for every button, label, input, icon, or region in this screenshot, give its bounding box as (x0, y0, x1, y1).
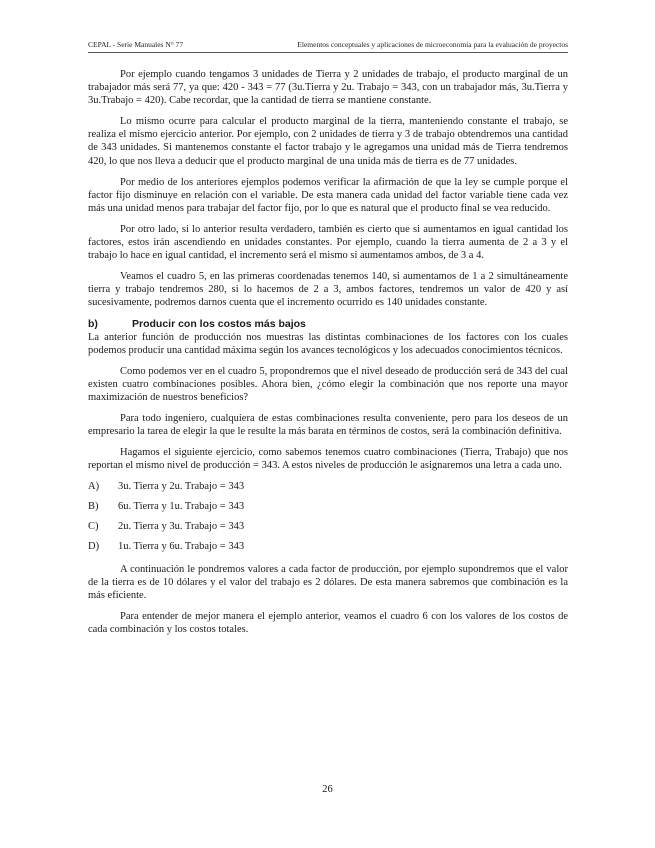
paragraph: Por ejemplo cuando tengamos 3 unidades de Tierra y 2 unidades de trabajo, el producto marginal de un trabajador más será 77, ya que: 420 - 343 = 77 (3u.Tierra y 2u. Trabajo = 343, con un trabajador más, 3u.Tierra y 3u.Trabajo = 420). Cabe recordar, que la cantidad de tierra se mantiene constante. (88, 69, 568, 107)
list-item-letter: B) (88, 501, 99, 513)
list-item-text: 1u. Tierra y 6u. Trabajo = 343 (118, 541, 245, 553)
section-title: Producir con los costos más bajos (132, 317, 306, 330)
paragraph: Por medio de los anteriores ejemplos podemos verificar la afirmación de que la ley se cumple porque el factor fijo disminuye en relación con el variable. De esta manera cada unidad del factor variable tiene cada vez más una unidad menos para trabajar del factor fijo, por lo que es natural que el producto final se vea reducido. (88, 176, 568, 214)
section-heading (88, 318, 568, 331)
page-number: 26 (322, 784, 333, 795)
combination-list (88, 480, 568, 553)
section-letter: b) (88, 317, 98, 330)
list-item-text: 2u. Tierra y 3u. Trabajo = 343 (118, 521, 245, 533)
page-body (88, 68, 568, 645)
list-item-text: 6u. Tierra y 1u. Trabajo = 343 (118, 501, 245, 513)
paragraph: Lo mismo ocurre para calcular el producto marginal de la tierra, manteniendo constante el trabajo, se realiza el mismo ejercicio anterior. Por ejemplo, con 2 unidades de tierra y 3 de trabajo obtendremos una cantidad de 343 unidades. Si mantenemos constante el factor trabajo y le agregamos una unidad más de Tierra tendremos 420, lo que nos lleva a deducir que el producto marginal de una unida más de tierra es de 77 unidades. (88, 116, 568, 167)
paragraph: Como podemos ver en el cuadro 5, propondremos que el nivel deseado de producción será de 343 del cual existen cuatro combinaciones posibles. Ahora bien, ¿cómo elegir la combinación que nos reporte una mayor maximización de nuestros beneficios? (88, 365, 568, 403)
list-item-letter: A) (88, 481, 100, 493)
list-item (88, 540, 568, 553)
list-item-text: 3u. Tierra y 2u. Trabajo = 343 (118, 481, 245, 493)
paragraph: Para entender de mejor manera el ejemplo anterior, veamos el cuadro 6 con los valores de los costos de cada combinación y los costos totales. (88, 611, 568, 636)
paragraph: Hagamos el siguiente ejercicio, como sabemos tenemos cuatro combinaciones (Tierra, Trabajo) que nos reportan el mismo nivel de producción = 343. A estos niveles de producción le asignaremos una letra a cada uno. (88, 447, 568, 472)
header-title: Elementos conceptuales y aplicaciones de microeconomía para la evaluación de proyectos (297, 40, 568, 49)
running-header (88, 40, 568, 53)
list-item (88, 480, 568, 493)
paragraph: Por otro lado, si lo anterior resulta verdadero, también es cierto que si aumentamos en igual cantidad los factores, estos irán ascendiendo en unidades constantes. Por ejemplo, cuando la tierra aumenta de 2 a 3 y el trabajo lo hace en igual cantidad, el incremento será el mismo si aumentamos ambos, de 3 a 4. (88, 223, 568, 262)
list-item-letter: D) (88, 541, 100, 553)
section-intro: La anterior función de producción nos muestras las distintas combinaciones de los factores con los cuales podemos producir una cantidad máxima según los avances tecnológicos y los adecuados conocimientos técnicos. (88, 331, 568, 356)
header-series: CEPAL - Serie Manuales N° 77 (88, 40, 184, 49)
list-item (88, 500, 568, 513)
paragraph: Veamos el cuadro 5, en las primeras coordenadas tenemos 140, si aumentamos de 1 a 2 simultáneamente tierra y trabajo tendremos 280, si lo hacemos de 2 a 3, ambos factores, tendremos un valor de 420 y así sucesivamente, podremos darnos cuenta que el incremento ocurrido es 140 unidades constante. (88, 271, 568, 309)
list-item (88, 520, 568, 533)
list-item-letter: C) (88, 521, 99, 533)
paragraph: Para todo ingeniero, cualquiera de estas combinaciones resulta conveniente, pero para los deseos de un empresario la tarea de elegir la que le resulte la más barata en términos de costos, será la combinación definitiva. (88, 412, 568, 438)
paragraph: A continuación le pondremos valores a cada factor de producción, por ejemplo supondremos que el valor de la tierra es de 10 dólares y el valor del trabajo es 2 dólares. De esta manera sabremos que combinación es la más eficiente. (88, 564, 568, 602)
